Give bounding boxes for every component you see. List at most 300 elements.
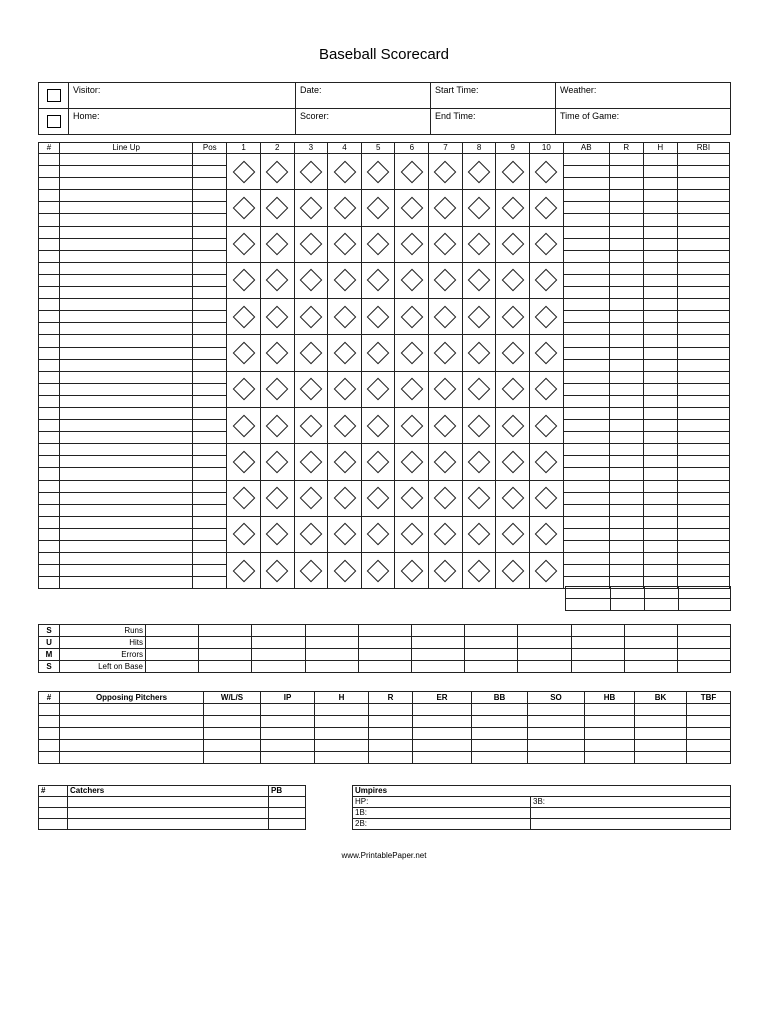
total-cell[interactable] [679, 599, 731, 611]
inning-diamond-cell[interactable] [462, 444, 496, 480]
stat-cell[interactable] [609, 347, 643, 359]
stat-cell[interactable] [677, 528, 729, 540]
stat-cell[interactable] [563, 528, 609, 540]
player-name-cell[interactable] [60, 420, 193, 432]
pitcher-cell[interactable] [472, 740, 528, 752]
batting-order-cell[interactable] [39, 226, 60, 238]
stat-cell[interactable] [563, 359, 609, 371]
pitcher-cell[interactable] [39, 728, 60, 740]
inning-diamond-cell[interactable] [530, 299, 564, 335]
position-cell[interactable] [193, 178, 227, 190]
player-name-cell[interactable] [60, 432, 193, 444]
player-name-cell[interactable] [60, 202, 193, 214]
start-time-field[interactable]: Start Time: [431, 83, 556, 109]
batting-order-cell[interactable] [39, 274, 60, 286]
inning-diamond-cell[interactable] [530, 407, 564, 443]
total-cell[interactable] [611, 587, 645, 599]
stat-cell[interactable] [609, 456, 643, 468]
inning-diamond-cell[interactable] [462, 190, 496, 226]
stat-cell[interactable] [643, 178, 677, 190]
player-name-cell[interactable] [60, 444, 193, 456]
stat-cell[interactable] [609, 299, 643, 311]
inning-diamond-cell[interactable] [328, 553, 362, 589]
pitcher-cell[interactable] [413, 728, 472, 740]
player-name-cell[interactable] [60, 553, 193, 565]
umpire-hp-field[interactable]: HP: [353, 797, 531, 808]
stat-cell[interactable] [563, 311, 609, 323]
position-cell[interactable] [193, 577, 227, 589]
inning-diamond-cell[interactable] [395, 335, 429, 371]
stat-cell[interactable] [609, 238, 643, 250]
position-cell[interactable] [193, 226, 227, 238]
batting-order-cell[interactable] [39, 311, 60, 323]
position-cell[interactable] [193, 202, 227, 214]
inning-diamond-cell[interactable] [530, 154, 564, 190]
sums-cell[interactable] [677, 625, 730, 637]
stat-cell[interactable] [643, 238, 677, 250]
stat-cell[interactable] [643, 383, 677, 395]
inning-diamond-cell[interactable] [361, 335, 395, 371]
position-cell[interactable] [193, 214, 227, 226]
stat-cell[interactable] [643, 226, 677, 238]
stat-cell[interactable] [677, 323, 729, 335]
pitcher-cell[interactable] [413, 752, 472, 764]
pitcher-cell[interactable] [635, 716, 687, 728]
inning-diamond-cell[interactable] [294, 407, 328, 443]
position-cell[interactable] [193, 492, 227, 504]
batting-order-cell[interactable] [39, 202, 60, 214]
stat-cell[interactable] [609, 504, 643, 516]
inning-diamond-cell[interactable] [260, 516, 294, 552]
stat-cell[interactable] [609, 359, 643, 371]
stat-cell[interactable] [643, 468, 677, 480]
weather-field[interactable]: Weather: [556, 83, 731, 109]
pitcher-cell[interactable] [413, 716, 472, 728]
stat-cell[interactable] [677, 565, 729, 577]
pitcher-cell[interactable] [413, 740, 472, 752]
batting-order-cell[interactable] [39, 262, 60, 274]
inning-diamond-cell[interactable] [361, 444, 395, 480]
sums-cell[interactable] [465, 625, 518, 637]
position-cell[interactable] [193, 468, 227, 480]
umpire-blank-field[interactable] [531, 808, 731, 819]
sums-cell[interactable] [411, 625, 464, 637]
pitcher-cell[interactable] [585, 728, 635, 740]
inning-diamond-cell[interactable] [260, 335, 294, 371]
stat-cell[interactable] [677, 432, 729, 444]
inning-diamond-cell[interactable] [294, 262, 328, 298]
stat-cell[interactable] [677, 202, 729, 214]
stat-cell[interactable] [643, 565, 677, 577]
sums-cell[interactable] [465, 637, 518, 649]
pitcher-cell[interactable] [204, 728, 261, 740]
batting-order-cell[interactable] [39, 287, 60, 299]
inning-diamond-cell[interactable] [395, 371, 429, 407]
pitcher-cell[interactable] [635, 752, 687, 764]
stat-cell[interactable] [609, 516, 643, 528]
stat-cell[interactable] [643, 299, 677, 311]
stat-cell[interactable] [643, 432, 677, 444]
inning-diamond-cell[interactable] [328, 190, 362, 226]
stat-cell[interactable] [563, 347, 609, 359]
position-cell[interactable] [193, 480, 227, 492]
sums-cell[interactable] [518, 649, 571, 661]
stat-cell[interactable] [563, 407, 609, 419]
batting-order-cell[interactable] [39, 504, 60, 516]
inning-diamond-cell[interactable] [294, 154, 328, 190]
pitcher-cell[interactable] [472, 752, 528, 764]
player-name-cell[interactable] [60, 492, 193, 504]
sums-cell[interactable] [411, 649, 464, 661]
stat-cell[interactable] [563, 323, 609, 335]
batting-order-cell[interactable] [39, 154, 60, 166]
catcher-cell[interactable] [269, 808, 306, 819]
stat-cell[interactable] [643, 395, 677, 407]
stat-cell[interactable] [643, 323, 677, 335]
batting-order-cell[interactable] [39, 553, 60, 565]
stat-cell[interactable] [609, 274, 643, 286]
stat-cell[interactable] [643, 480, 677, 492]
inning-diamond-cell[interactable] [227, 226, 261, 262]
batting-order-cell[interactable] [39, 468, 60, 480]
position-cell[interactable] [193, 553, 227, 565]
sums-cell[interactable] [252, 637, 305, 649]
stat-cell[interactable] [563, 190, 609, 202]
player-name-cell[interactable] [60, 395, 193, 407]
stat-cell[interactable] [563, 250, 609, 262]
sums-cell[interactable] [146, 649, 199, 661]
inning-diamond-cell[interactable] [328, 154, 362, 190]
inning-diamond-cell[interactable] [328, 299, 362, 335]
pitcher-cell[interactable] [60, 704, 204, 716]
sums-cell[interactable] [571, 661, 624, 673]
inning-diamond-cell[interactable] [496, 480, 530, 516]
player-name-cell[interactable] [60, 516, 193, 528]
inning-diamond-cell[interactable] [328, 480, 362, 516]
position-cell[interactable] [193, 371, 227, 383]
batting-order-cell[interactable] [39, 541, 60, 553]
sums-cell[interactable] [358, 649, 411, 661]
player-name-cell[interactable] [60, 335, 193, 347]
inning-diamond-cell[interactable] [429, 299, 463, 335]
inning-diamond-cell[interactable] [530, 226, 564, 262]
player-name-cell[interactable] [60, 311, 193, 323]
total-cell[interactable] [645, 599, 679, 611]
inning-diamond-cell[interactable] [361, 516, 395, 552]
player-name-cell[interactable] [60, 178, 193, 190]
stat-cell[interactable] [609, 395, 643, 407]
stat-cell[interactable] [609, 202, 643, 214]
inning-diamond-cell[interactable] [395, 553, 429, 589]
stat-cell[interactable] [609, 468, 643, 480]
inning-diamond-cell[interactable] [227, 516, 261, 552]
inning-diamond-cell[interactable] [462, 154, 496, 190]
inning-diamond-cell[interactable] [496, 553, 530, 589]
inning-diamond-cell[interactable] [361, 553, 395, 589]
pitcher-cell[interactable] [687, 704, 731, 716]
stat-cell[interactable] [563, 395, 609, 407]
pitcher-cell[interactable] [472, 716, 528, 728]
home-checkbox-cell[interactable] [39, 109, 69, 135]
sums-cell[interactable] [518, 637, 571, 649]
stat-cell[interactable] [609, 565, 643, 577]
stat-cell[interactable] [643, 371, 677, 383]
position-cell[interactable] [193, 504, 227, 516]
player-name-cell[interactable] [60, 528, 193, 540]
batting-order-cell[interactable] [39, 335, 60, 347]
player-name-cell[interactable] [60, 407, 193, 419]
inning-diamond-cell[interactable] [361, 154, 395, 190]
stat-cell[interactable] [643, 407, 677, 419]
pitcher-cell[interactable] [60, 728, 204, 740]
player-name-cell[interactable] [60, 468, 193, 480]
stat-cell[interactable] [677, 287, 729, 299]
inning-diamond-cell[interactable] [227, 371, 261, 407]
pitcher-cell[interactable] [60, 716, 204, 728]
inning-diamond-cell[interactable] [395, 190, 429, 226]
stat-cell[interactable] [677, 226, 729, 238]
pitcher-cell[interactable] [687, 752, 731, 764]
position-cell[interactable] [193, 274, 227, 286]
position-cell[interactable] [193, 528, 227, 540]
inning-diamond-cell[interactable] [294, 299, 328, 335]
sums-cell[interactable] [624, 661, 677, 673]
sums-cell[interactable] [465, 661, 518, 673]
stat-cell[interactable] [563, 553, 609, 565]
total-cell[interactable] [679, 587, 731, 599]
pitcher-cell[interactable] [261, 752, 315, 764]
player-name-cell[interactable] [60, 383, 193, 395]
inning-diamond-cell[interactable] [395, 299, 429, 335]
date-field[interactable]: Date: [296, 83, 431, 109]
sums-cell[interactable] [199, 649, 252, 661]
inning-diamond-cell[interactable] [294, 371, 328, 407]
stat-cell[interactable] [563, 480, 609, 492]
batting-order-cell[interactable] [39, 214, 60, 226]
pitcher-cell[interactable] [687, 728, 731, 740]
stat-cell[interactable] [677, 299, 729, 311]
stat-cell[interactable] [677, 178, 729, 190]
sums-cell[interactable] [252, 625, 305, 637]
player-name-cell[interactable] [60, 299, 193, 311]
stat-cell[interactable] [609, 287, 643, 299]
stat-cell[interactable] [563, 202, 609, 214]
inning-diamond-cell[interactable] [496, 516, 530, 552]
stat-cell[interactable] [609, 323, 643, 335]
stat-cell[interactable] [563, 262, 609, 274]
batting-order-cell[interactable] [39, 190, 60, 202]
position-cell[interactable] [193, 516, 227, 528]
stat-cell[interactable] [563, 468, 609, 480]
position-cell[interactable] [193, 432, 227, 444]
inning-diamond-cell[interactable] [530, 444, 564, 480]
inning-diamond-cell[interactable] [496, 371, 530, 407]
inning-diamond-cell[interactable] [462, 553, 496, 589]
umpire-1b-field[interactable]: 1B: [353, 808, 531, 819]
stat-cell[interactable] [677, 335, 729, 347]
pitcher-cell[interactable] [369, 728, 413, 740]
pitcher-cell[interactable] [39, 752, 60, 764]
stat-cell[interactable] [677, 166, 729, 178]
inning-diamond-cell[interactable] [361, 262, 395, 298]
position-cell[interactable] [193, 565, 227, 577]
stat-cell[interactable] [609, 311, 643, 323]
sums-cell[interactable] [199, 661, 252, 673]
inning-diamond-cell[interactable] [361, 299, 395, 335]
inning-diamond-cell[interactable] [260, 262, 294, 298]
sums-cell[interactable] [252, 661, 305, 673]
inning-diamond-cell[interactable] [294, 516, 328, 552]
stat-cell[interactable] [677, 238, 729, 250]
sums-cell[interactable] [305, 637, 358, 649]
inning-diamond-cell[interactable] [496, 407, 530, 443]
inning-diamond-cell[interactable] [227, 299, 261, 335]
stat-cell[interactable] [643, 287, 677, 299]
inning-diamond-cell[interactable] [294, 335, 328, 371]
sums-cell[interactable] [305, 661, 358, 673]
pitcher-cell[interactable] [204, 704, 261, 716]
inning-diamond-cell[interactable] [429, 516, 463, 552]
position-cell[interactable] [193, 166, 227, 178]
player-name-cell[interactable] [60, 577, 193, 589]
stat-cell[interactable] [563, 154, 609, 166]
position-cell[interactable] [193, 456, 227, 468]
stat-cell[interactable] [609, 541, 643, 553]
stat-cell[interactable] [643, 359, 677, 371]
player-name-cell[interactable] [60, 226, 193, 238]
inning-diamond-cell[interactable] [328, 226, 362, 262]
player-name-cell[interactable] [60, 504, 193, 516]
pitcher-cell[interactable] [528, 740, 585, 752]
inning-diamond-cell[interactable] [260, 407, 294, 443]
stat-cell[interactable] [609, 528, 643, 540]
catcher-cell[interactable] [39, 797, 68, 808]
stat-cell[interactable] [609, 262, 643, 274]
stat-cell[interactable] [563, 214, 609, 226]
position-cell[interactable] [193, 311, 227, 323]
stat-cell[interactable] [643, 553, 677, 565]
stat-cell[interactable] [563, 444, 609, 456]
stat-cell[interactable] [563, 504, 609, 516]
pitcher-cell[interactable] [635, 740, 687, 752]
stat-cell[interactable] [609, 335, 643, 347]
inning-diamond-cell[interactable] [429, 444, 463, 480]
inning-diamond-cell[interactable] [294, 480, 328, 516]
pitcher-cell[interactable] [687, 716, 731, 728]
stat-cell[interactable] [677, 456, 729, 468]
inning-diamond-cell[interactable] [429, 371, 463, 407]
position-cell[interactable] [193, 347, 227, 359]
pitcher-cell[interactable] [39, 740, 60, 752]
stat-cell[interactable] [677, 468, 729, 480]
inning-diamond-cell[interactable] [361, 480, 395, 516]
position-cell[interactable] [193, 154, 227, 166]
inning-diamond-cell[interactable] [530, 553, 564, 589]
inning-diamond-cell[interactable] [294, 553, 328, 589]
stat-cell[interactable] [677, 541, 729, 553]
sums-cell[interactable] [411, 637, 464, 649]
sums-cell[interactable] [677, 661, 730, 673]
position-cell[interactable] [193, 287, 227, 299]
position-cell[interactable] [193, 250, 227, 262]
batting-order-cell[interactable] [39, 395, 60, 407]
inning-diamond-cell[interactable] [260, 190, 294, 226]
stat-cell[interactable] [609, 383, 643, 395]
end-time-field[interactable]: End Time: [431, 109, 556, 135]
sums-cell[interactable] [465, 649, 518, 661]
total-cell[interactable] [566, 587, 611, 599]
home-field[interactable]: Home: [69, 109, 296, 135]
inning-diamond-cell[interactable] [429, 480, 463, 516]
position-cell[interactable] [193, 420, 227, 432]
stat-cell[interactable] [643, 214, 677, 226]
batting-order-cell[interactable] [39, 420, 60, 432]
visitor-checkbox-cell[interactable] [39, 83, 69, 109]
stat-cell[interactable] [563, 420, 609, 432]
pitcher-cell[interactable] [369, 740, 413, 752]
pitcher-cell[interactable] [39, 716, 60, 728]
inning-diamond-cell[interactable] [395, 154, 429, 190]
pitcher-cell[interactable] [585, 740, 635, 752]
inning-diamond-cell[interactable] [462, 226, 496, 262]
inning-diamond-cell[interactable] [496, 262, 530, 298]
batting-order-cell[interactable] [39, 432, 60, 444]
stat-cell[interactable] [677, 516, 729, 528]
position-cell[interactable] [193, 541, 227, 553]
pitcher-cell[interactable] [687, 740, 731, 752]
pitcher-cell[interactable] [204, 740, 261, 752]
player-name-cell[interactable] [60, 262, 193, 274]
position-cell[interactable] [193, 444, 227, 456]
inning-diamond-cell[interactable] [530, 262, 564, 298]
batting-order-cell[interactable] [39, 238, 60, 250]
batting-order-cell[interactable] [39, 577, 60, 589]
pitcher-cell[interactable] [369, 752, 413, 764]
pitcher-cell[interactable] [261, 728, 315, 740]
stat-cell[interactable] [609, 214, 643, 226]
stat-cell[interactable] [677, 274, 729, 286]
position-cell[interactable] [193, 359, 227, 371]
inning-diamond-cell[interactable] [227, 553, 261, 589]
batting-order-cell[interactable] [39, 565, 60, 577]
stat-cell[interactable] [609, 480, 643, 492]
stat-cell[interactable] [563, 299, 609, 311]
batting-order-cell[interactable] [39, 444, 60, 456]
inning-diamond-cell[interactable] [462, 480, 496, 516]
stat-cell[interactable] [643, 166, 677, 178]
stat-cell[interactable] [677, 347, 729, 359]
stat-cell[interactable] [677, 480, 729, 492]
stat-cell[interactable] [563, 432, 609, 444]
pitcher-cell[interactable] [204, 716, 261, 728]
pitcher-cell[interactable] [261, 740, 315, 752]
sums-cell[interactable] [571, 625, 624, 637]
stat-cell[interactable] [563, 166, 609, 178]
stat-cell[interactable] [609, 154, 643, 166]
time-of-game-field[interactable]: Time of Game: [556, 109, 731, 135]
inning-diamond-cell[interactable] [462, 335, 496, 371]
catcher-cell[interactable] [68, 797, 269, 808]
inning-diamond-cell[interactable] [496, 299, 530, 335]
batting-order-cell[interactable] [39, 166, 60, 178]
player-name-cell[interactable] [60, 274, 193, 286]
stat-cell[interactable] [677, 407, 729, 419]
inning-diamond-cell[interactable] [530, 371, 564, 407]
inning-diamond-cell[interactable] [227, 335, 261, 371]
pitcher-cell[interactable] [369, 716, 413, 728]
pitcher-cell[interactable] [585, 716, 635, 728]
position-cell[interactable] [193, 335, 227, 347]
